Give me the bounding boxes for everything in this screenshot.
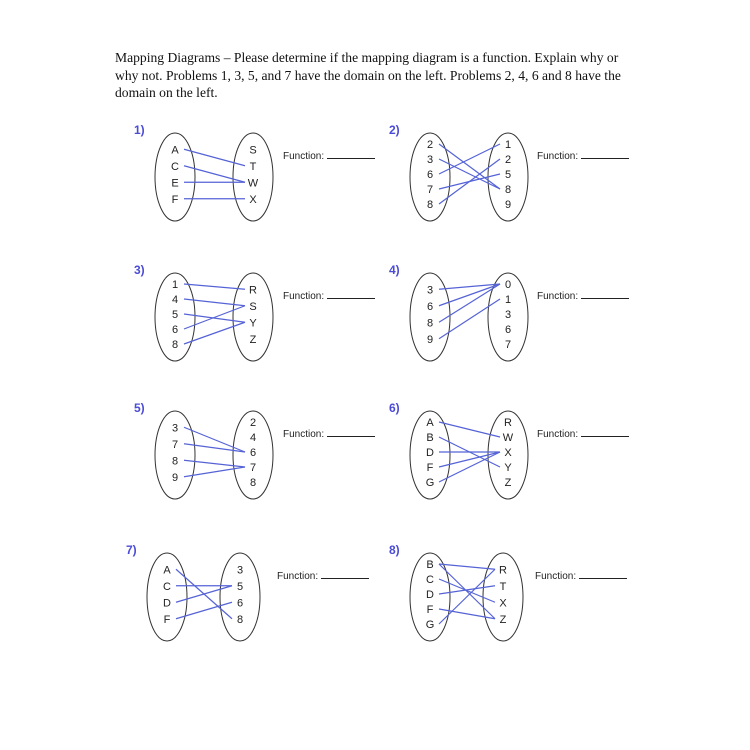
range-value: 1 [504, 294, 512, 306]
problem-number: 6) [389, 401, 400, 415]
domain-value: 9 [426, 333, 434, 346]
domain-value: D [426, 589, 434, 601]
domain-value: E [171, 177, 179, 190]
range-value: 1 [504, 139, 512, 151]
problem-number: 7) [126, 543, 137, 557]
function-answer [537, 149, 629, 162]
function-answer [537, 427, 629, 440]
mapping-arrow [439, 579, 495, 602]
problem-number: 5) [134, 401, 145, 415]
range-value: T [249, 160, 257, 173]
function-label: Function: [537, 429, 579, 440]
domain-value: 7 [426, 184, 434, 196]
mapping-problem-1 [130, 125, 390, 225]
mapping-problem-4 [385, 265, 645, 365]
domain-value: 9 [171, 471, 179, 484]
mapping-diagram [385, 265, 645, 365]
function-answer-blank[interactable] [581, 149, 629, 159]
range-value: 8 [236, 613, 244, 626]
range-value: 3 [236, 564, 244, 577]
mapping-problem-7 [122, 545, 382, 645]
domain-value: 3 [426, 154, 434, 166]
mapping-arrow [439, 159, 500, 204]
range-value: 6 [236, 597, 244, 610]
problem-number: 4) [389, 263, 400, 277]
range-value: 3 [504, 309, 512, 321]
mapping-diagram [385, 403, 645, 503]
domain-value: C [171, 160, 179, 173]
domain-value: D [426, 447, 434, 459]
function-label: Function: [283, 429, 325, 440]
domain-value: A [171, 144, 179, 157]
mapping-arrow [439, 144, 500, 189]
mapping-arrow [439, 569, 495, 624]
mapping-arrow [439, 586, 495, 594]
function-answer [283, 149, 375, 162]
problem-number: 2) [389, 123, 400, 137]
mapping-diagram [130, 403, 390, 503]
domain-value: D [163, 597, 171, 610]
range-value: W [247, 177, 259, 190]
function-label: Function: [283, 291, 325, 302]
domain-value: 7 [171, 438, 179, 451]
range-value: 2 [249, 417, 257, 429]
function-label: Function: [537, 291, 579, 302]
range-value: 0 [504, 279, 512, 291]
function-answer-blank[interactable] [327, 427, 375, 437]
function-label: Function: [537, 151, 579, 162]
range-value: Z [504, 477, 512, 489]
mapping-arrow [439, 159, 500, 189]
range-value: Y [249, 317, 257, 330]
problem-number: 3) [134, 263, 145, 277]
problem-number: 8) [389, 543, 400, 557]
range-value: 8 [249, 477, 257, 489]
domain-value: F [171, 193, 179, 206]
function-answer [277, 569, 369, 582]
function-answer [535, 569, 627, 582]
function-answer [283, 427, 375, 440]
domain-value: C [163, 580, 171, 593]
domain-value: G [425, 619, 435, 631]
domain-value: F [426, 604, 434, 616]
mapping-arrow [184, 460, 245, 467]
domain-value: 6 [426, 300, 434, 313]
range-value: S [249, 144, 257, 157]
domain-value: 3 [426, 284, 434, 297]
range-value: 7 [249, 462, 257, 474]
mapping-diagram [385, 545, 645, 645]
function-answer-blank[interactable] [327, 289, 375, 299]
mapping-problem-5 [130, 403, 390, 503]
range-value: R [499, 564, 507, 577]
domain-value: 2 [426, 139, 434, 151]
domain-value: 8 [171, 339, 179, 351]
mapping-diagram [385, 125, 645, 225]
domain-value: C [426, 574, 434, 586]
mapping-arrow [176, 602, 232, 619]
mapping-arrow [439, 284, 500, 289]
mapping-arrow [439, 299, 500, 339]
range-value: 2 [504, 154, 512, 166]
mapping-problem-3 [130, 265, 390, 365]
function-answer [283, 289, 375, 302]
range-value: 5 [504, 169, 512, 181]
range-value: R [504, 417, 512, 429]
function-label: Function: [277, 571, 319, 582]
mapping-problem-8 [385, 545, 645, 645]
range-value: Y [504, 462, 512, 474]
range-value: 4 [249, 432, 257, 444]
function-answer-blank[interactable] [581, 289, 629, 299]
range-value: 5 [236, 580, 244, 593]
range-value: 9 [504, 199, 512, 211]
function-answer-blank[interactable] [579, 569, 627, 579]
mapping-arrow [184, 314, 245, 322]
domain-value: 1 [171, 279, 179, 291]
problem-number: 1) [134, 123, 145, 137]
mapping-diagram [130, 125, 390, 225]
domain-value: 6 [426, 169, 434, 181]
domain-value: F [163, 613, 171, 626]
mapping-arrow [184, 284, 245, 289]
domain-value: 5 [171, 309, 179, 321]
function-label: Function: [283, 151, 325, 162]
range-value: 8 [504, 184, 512, 196]
function-label: Function: [535, 571, 577, 582]
mapping-arrow [439, 452, 500, 467]
mapping-problem-6 [385, 403, 645, 503]
domain-value: G [425, 477, 435, 489]
domain-value: A [163, 564, 171, 577]
mapping-problem-2 [385, 125, 645, 225]
domain-value: F [426, 462, 434, 474]
domain-value: 8 [426, 317, 434, 330]
function-answer-blank[interactable] [321, 569, 369, 579]
instructions: Mapping Diagrams – Please determine if the mapping diagram is a function. Explain why or why not. Problems 1, 3, 5, and 7 have the domain on the left. Problems 2, 4, 6 and 8 have the domain on the left. [115, 50, 621, 100]
range-value: X [249, 193, 257, 206]
mapping-arrow [184, 166, 245, 183]
range-value: X [499, 597, 507, 610]
range-value: T [499, 580, 507, 593]
mapping-arrow [184, 299, 245, 306]
domain-value: A [426, 417, 434, 429]
domain-value: 4 [171, 294, 179, 306]
domain-value: B [426, 432, 434, 444]
domain-value: 8 [426, 199, 434, 211]
domain-value: 6 [171, 324, 179, 336]
range-value: W [502, 432, 514, 444]
function-answer-blank[interactable] [327, 149, 375, 159]
mapping-arrow [439, 284, 500, 322]
range-value: 7 [504, 339, 512, 351]
range-value: X [504, 447, 512, 459]
range-value: S [249, 300, 257, 313]
function-answer [537, 289, 629, 302]
domain-value: 3 [171, 422, 179, 435]
mapping-diagram [130, 265, 390, 365]
mapping-diagram [122, 545, 382, 645]
range-value: 6 [249, 447, 257, 459]
range-value: Z [499, 613, 507, 626]
mapping-arrow [176, 586, 232, 603]
range-value: R [249, 284, 257, 297]
range-value: 6 [504, 324, 512, 336]
domain-value: 8 [171, 455, 179, 468]
domain-value: B [426, 559, 434, 571]
mapping-arrow [439, 564, 495, 569]
range-value: Z [249, 333, 257, 346]
function-answer-blank[interactable] [581, 427, 629, 437]
